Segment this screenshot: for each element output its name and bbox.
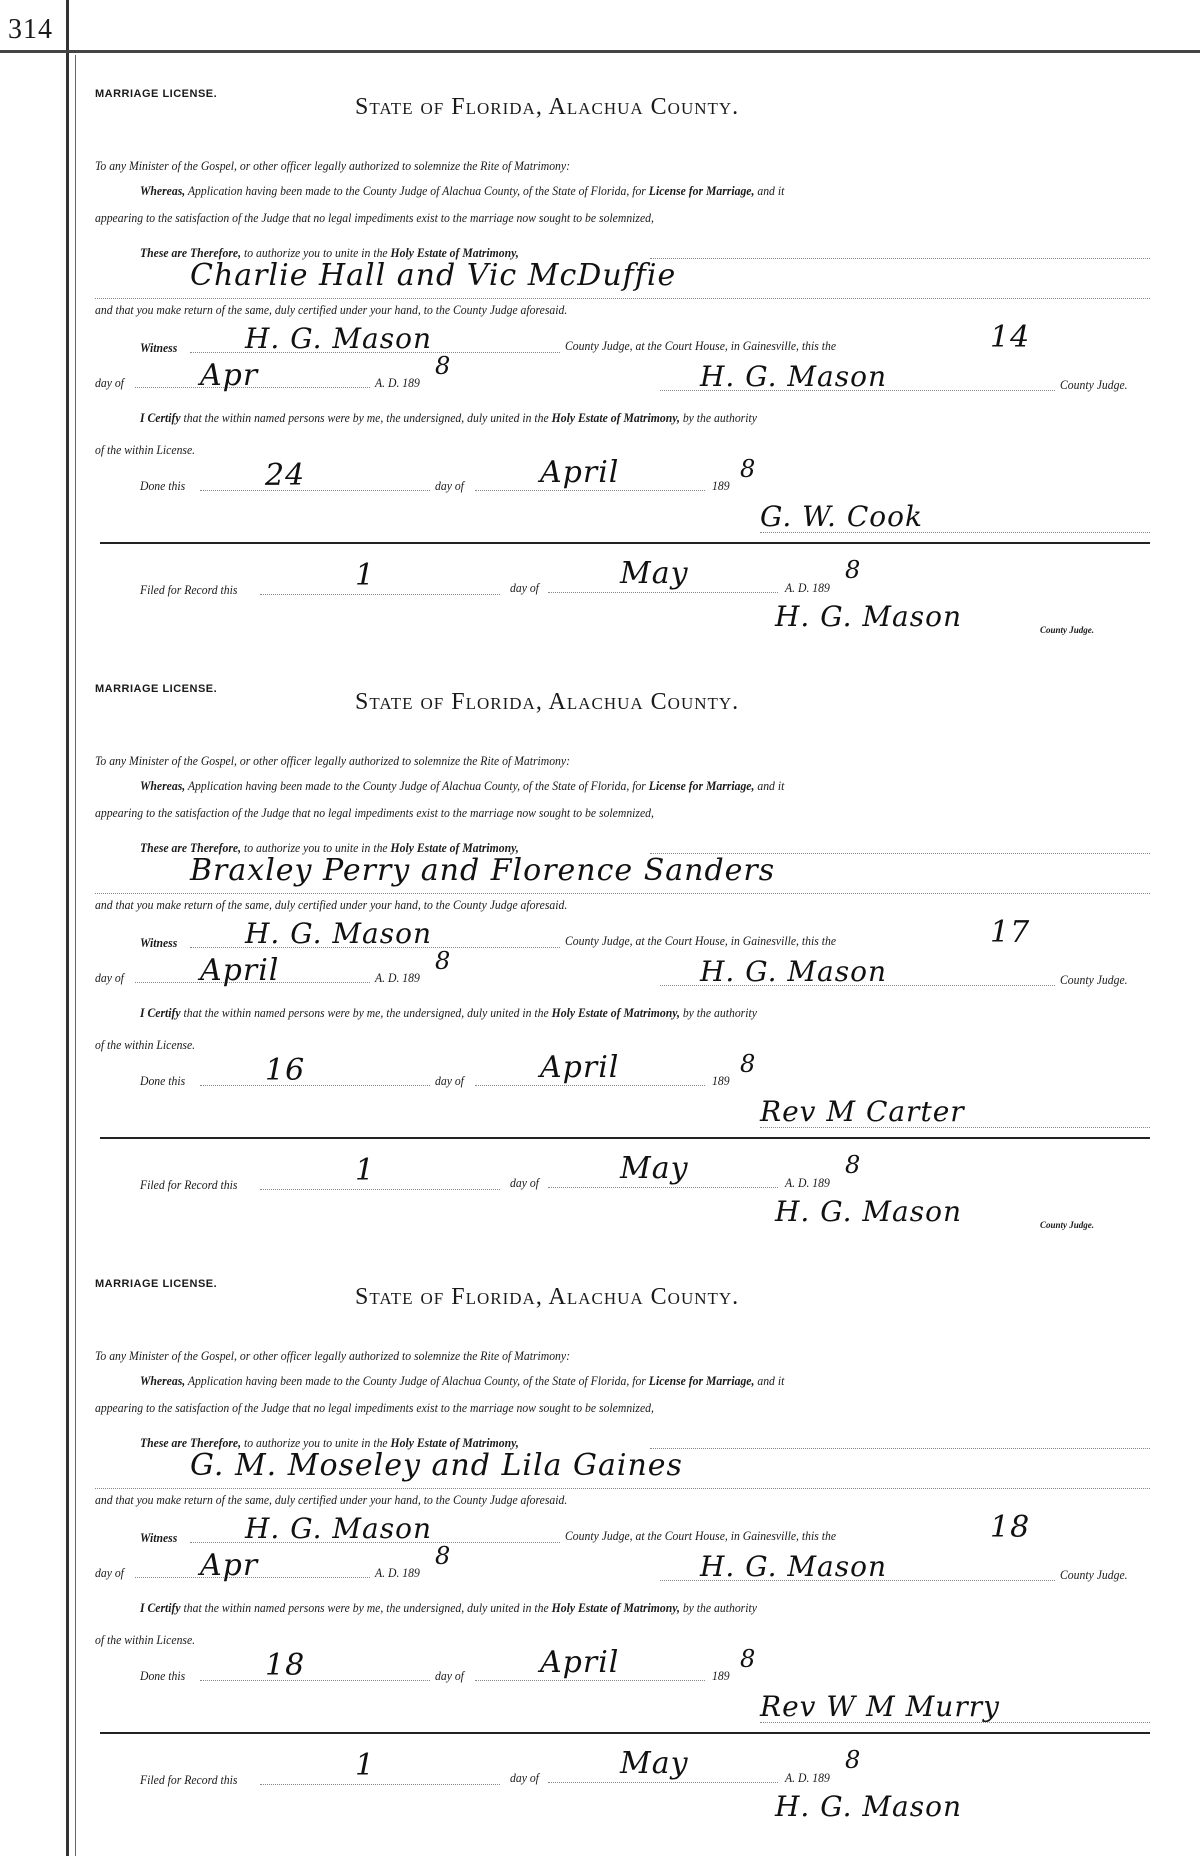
done-month: April [540,1645,620,1680]
court-house-text: County Judge, at the Court House, in Gainesville, this the [565,1528,837,1543]
done-year: 8 [740,1050,757,1078]
done-this-label: Done this [140,1073,186,1088]
license-title: State of Florida, Alachua County. [355,1284,740,1310]
certify-line [140,410,757,426]
issue-year: 8 [435,947,452,975]
license-header: MARRIAGE LICENSE. [95,1278,218,1290]
court-house-text: County Judge, at the Court House, in Gainesville, this the [565,338,837,353]
done-month: April [540,1050,620,1085]
county-judge-label: County Judge. [1060,1567,1128,1582]
county-judge-label: County Judge. [1060,377,1128,392]
whereas-end: and it [754,778,785,793]
whereas-text: Application having been made to the County Judge of Alachua County, of the State of Florida, for [185,778,649,793]
filed-year: 8 [845,556,862,584]
dotted-line [650,1448,1150,1449]
filed-month: May [620,1746,689,1781]
marriage-license [0,675,1200,1270]
filed-ad-label: A. D. 189 [785,1175,830,1190]
whereas-line [140,183,784,199]
done-day: 24 [265,458,306,493]
officiant-signature: Rev M Carter [760,1095,965,1128]
return-line: and that you make return of the same, duly certified under your hand, to the County Judge aforesaid. [95,1492,568,1507]
certify-end: by the authority [679,1600,757,1615]
filed-day: 1 [355,1153,376,1188]
whereas-text: Application having been made to the County Judge of Alachua County, of the State of Florida, for [185,183,649,198]
done-day: 16 [265,1053,306,1088]
within-license-line: of the within License. [95,1037,196,1052]
dotted-line [760,1722,1150,1723]
issue-month: Apr [200,358,259,393]
whereas-end: and it [754,183,785,198]
dotted-line [475,490,705,491]
filed-year: 8 [845,1746,862,1774]
return-line: and that you make return of the same, duly certified under your hand, to the County Judge aforesaid. [95,302,568,317]
these-text: to authorize you to unite in the [241,840,391,855]
filed-label: Filed for Record this [140,1772,238,1787]
whereas-lead: Whereas, [140,183,186,198]
dotted-line [190,352,560,353]
done-year-label: 189 [712,1073,730,1088]
dotted-line [190,1542,560,1543]
license-title: State of Florida, Alachua County. [355,689,740,715]
certify-lead: I Certify [140,1005,181,1020]
done-day-of-label: day of [435,1073,464,1088]
whereas-lead: Whereas, [140,778,186,793]
license-title: State of Florida, Alachua County. [355,94,740,120]
top-rule [0,50,1200,53]
judge-signature: H. G. Mason [700,1550,888,1583]
dotted-line [475,1680,705,1681]
whereas-line [140,1373,784,1389]
certify-end: by the authority [679,1005,757,1020]
couple-names: Braxley Perry and Florence Sanders [190,853,776,888]
these-text: to authorize you to unite in the [241,1435,391,1450]
whereas-line [140,778,784,794]
day-of-label: day of [95,970,124,985]
judge-signature: H. G. Mason [700,360,888,393]
day-of-label: day of [95,375,124,390]
filed-day: 1 [355,558,376,593]
license-header: MARRIAGE LICENSE. [95,88,218,100]
whereas-text: Application having been made to the County Judge of Alachua County, of the State of Florida, for [185,1373,649,1388]
dotted-line [475,1085,705,1086]
these-lead: These are Therefore, [140,1435,242,1450]
witness-label: Witness [140,1530,178,1545]
issue-month: Apr [200,1548,259,1583]
filed-signature: H. G. Mason [775,1195,963,1228]
marriage-license [0,80,1200,675]
address-line: To any Minister of the Gospel, or other officer legally authorized to solemnize the Rite of Matrimony: [95,753,570,768]
whereas-bold: License for Marriage, [648,183,755,198]
court-house-text: County Judge, at the Court House, in Gainesville, this the [565,933,837,948]
filed-ad-label: A. D. 189 [785,1770,830,1785]
issue-day: 17 [990,915,1031,950]
couple-names: G. M. Moseley and Lila Gaines [190,1448,683,1483]
certify-bold: Holy Estate of Matrimony, [551,410,680,425]
judge-signature: H. G. Mason [700,955,888,988]
address-line: To any Minister of the Gospel, or other officer legally authorized to solemnize the Rite of Matrimony: [95,1348,570,1363]
dotted-line [95,298,1150,299]
these-lead: These are Therefore, [140,245,242,260]
issue-year: 8 [435,352,452,380]
day-of-label: day of [95,1565,124,1580]
dotted-line [200,490,430,491]
these-bold: Holy Estate of Matrimony, [390,1435,519,1450]
filed-ad-label: A. D. 189 [785,580,830,595]
certify-lead: I Certify [140,1600,181,1615]
done-this-label: Done this [140,1668,186,1683]
ad-label: A. D. 189 [375,970,420,985]
dotted-line [95,1488,1150,1489]
certify-text: that the within named persons were by me, the undersigned, duly united in the [180,410,552,425]
witness-signature: H. G. Mason [245,1512,433,1545]
witness-signature: H. G. Mason [245,322,433,355]
county-judge-label: County Judge. [1060,972,1128,987]
issue-month: April [200,953,280,988]
done-year-label: 189 [712,478,730,493]
filed-month: May [620,1151,689,1186]
certify-bold: Holy Estate of Matrimony, [551,1600,680,1615]
filed-day-of-label: day of [510,1175,539,1190]
issue-year: 8 [435,1542,452,1570]
dotted-line [650,258,1150,259]
filed-label: Filed for Record this [140,582,238,597]
appearing-line: appearing to the satisfaction of the Judge that no legal impediments exist to the marriage now sought to be solemnized, [95,210,654,225]
filed-day-of-label: day of [510,580,539,595]
filed-label: Filed for Record this [140,1177,238,1192]
these-bold: Holy Estate of Matrimony, [390,840,519,855]
appearing-line: appearing to the satisfaction of the Judge that no legal impediments exist to the marriage now sought to be solemnized, [95,805,654,820]
done-day-of-label: day of [435,1668,464,1683]
address-line: To any Minister of the Gospel, or other officer legally authorized to solemnize the Rite of Matrimony: [95,158,570,173]
section-rule [100,1732,1150,1734]
filed-year: 8 [845,1151,862,1179]
within-license-line: of the within License. [95,1632,196,1647]
dotted-line [660,985,1055,986]
certify-text: that the within named persons were by me, the undersigned, duly united in the [180,1005,552,1020]
filed-county-judge-label: County Judge. [1040,625,1095,635]
filed-day-of-label: day of [510,1770,539,1785]
filed-signature: H. G. Mason [775,600,963,633]
these-text: to authorize you to unite in the [241,245,391,260]
done-year: 8 [740,1645,757,1673]
certify-line [140,1005,757,1021]
these-lead: These are Therefore, [140,840,242,855]
dotted-line [200,1085,430,1086]
filed-signature: H. G. Mason [775,1790,963,1823]
filed-county-judge-label: County Judge. [1040,1220,1095,1230]
certify-lead: I Certify [140,410,181,425]
dotted-line [260,1189,500,1190]
certify-line [140,1600,757,1616]
ad-label: A. D. 189 [375,1565,420,1580]
witness-label: Witness [140,340,178,355]
dotted-line [760,532,1150,533]
ad-label: A. D. 189 [375,375,420,390]
done-year: 8 [740,455,757,483]
dotted-line [200,1680,430,1681]
officiant-signature: Rev W M Murry [760,1690,1000,1723]
dotted-line [660,390,1055,391]
return-line: and that you make return of the same, duly certified under your hand, to the County Judge aforesaid. [95,897,568,912]
officiant-signature: G. W. Cook [760,500,923,533]
done-year-label: 189 [712,1668,730,1683]
certify-end: by the authority [679,410,757,425]
done-day-of-label: day of [435,478,464,493]
dotted-line [190,947,560,948]
appearing-line: appearing to the satisfaction of the Judge that no legal impediments exist to the marriage now sought to be solemnized, [95,1400,654,1415]
dotted-line [260,1784,500,1785]
issue-day: 18 [990,1510,1031,1545]
dotted-line [260,594,500,595]
filed-day: 1 [355,1748,376,1783]
done-month: April [540,455,620,490]
dotted-line [95,893,1150,894]
marriage-license [0,1270,1200,1865]
page-number: 314 [8,14,53,45]
within-license-line: of the within License. [95,442,196,457]
section-rule [100,1137,1150,1139]
issue-day: 14 [990,320,1031,355]
dotted-line [760,1127,1150,1128]
dotted-line [548,1782,778,1783]
filed-month: May [620,556,689,591]
license-header: MARRIAGE LICENSE. [95,683,218,695]
whereas-bold: License for Marriage, [648,1373,755,1388]
whereas-lead: Whereas, [140,1373,186,1388]
whereas-bold: License for Marriage, [648,778,755,793]
whereas-end: and it [754,1373,785,1388]
dotted-line [548,1187,778,1188]
certify-bold: Holy Estate of Matrimony, [551,1005,680,1020]
these-bold: Holy Estate of Matrimony, [390,245,519,260]
done-day: 18 [265,1648,306,1683]
dotted-line [660,1580,1055,1581]
done-this-label: Done this [140,478,186,493]
certify-text: that the within named persons were by me, the undersigned, duly united in the [180,1600,552,1615]
couple-names: Charlie Hall and Vic McDuffie [190,258,677,293]
witness-signature: H. G. Mason [245,917,433,950]
dotted-line [548,592,778,593]
section-rule [100,542,1150,544]
witness-label: Witness [140,935,178,950]
